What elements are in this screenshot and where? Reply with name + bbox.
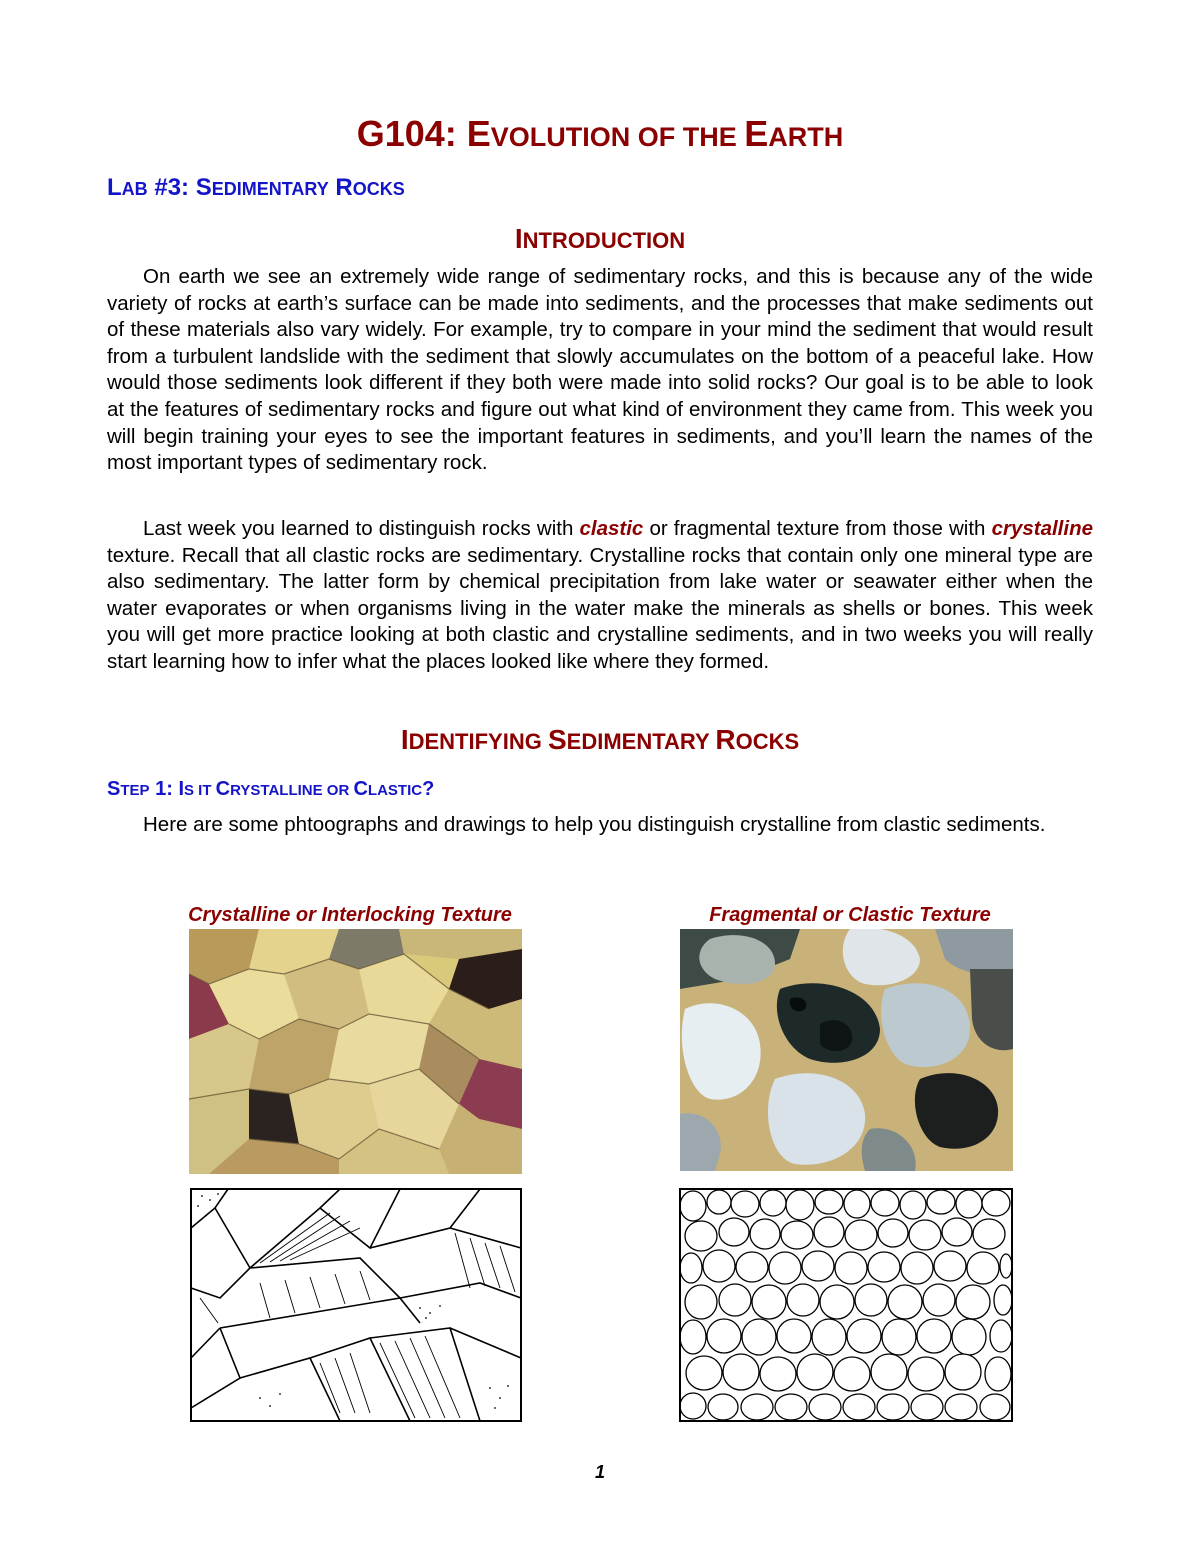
clastic-photomicrograph <box>680 929 1013 1171</box>
keyword-crystalline: crystalline <box>991 517 1093 540</box>
crystalline-texture-drawing <box>190 1188 522 1422</box>
intro-paragraph-1: On earth we see an extremely wide range of sedimentary rocks, and this is because any of the wide variety of rocks at earth’s surface can be made into sediments, and the processes that make sediments out of these materials also vary widely. For example, try to compare in your mind the sediment that would result from a turbulent landslide with the sediment that slowly accumulates on the bottom of a peaceful lake. How would those sediments look different if they both were made into solid rocks? Our goal is to be able to look at the features of sedimentary rocks and figure out what kind of environment they came from. This week you will begin training your eyes to see the important features in sediments, and you’ll learn the names of the most important types of sedimentary rock. <box>107 265 1093 475</box>
identifying-heading: IDENTIFYING SEDIMENTARY ROCKS <box>400 724 800 755</box>
step-1-heading: STEP 1: IS IT CRYSTALLINE OR CLASTIC? <box>107 778 435 800</box>
introduction-heading: INTRODUCTION <box>514 223 686 254</box>
document-title: G104: EVOLUTION OF THE EARTH <box>356 113 844 154</box>
title-code: G104: <box>356 113 467 154</box>
lab-title: LAB #3: SEDIMENTARY ROCKS <box>107 174 405 201</box>
crystalline-caption: Crystalline or Interlocking Texture <box>188 904 512 926</box>
keyword-clastic: clastic <box>579 517 644 540</box>
intro-paragraph-2: Last week you learned to distinguish rocks with clastic or fragmental texture from those with crystalline texture. Recall that all clastic rocks are sedimentary. Crystalline rocks that contain only one mineral type are also sedimentary. The latter form by chemical precipitation from lake water or seawater either when the water evaporates or when organisms living in the water make the minerals as shells or bones. This week you will get more practice looking at both clastic and crystalline sediments, and in two weeks you will really start learning how to infer what the places looked like where they formed. <box>107 517 1093 673</box>
clastic-texture-drawing <box>679 1188 1013 1422</box>
clastic-caption: Fragmental or Clastic Texture <box>709 904 991 926</box>
page-number: 1 <box>594 1462 605 1482</box>
crystalline-photomicrograph <box>189 929 522 1174</box>
step-1-paragraph: Here are some phtoographs and drawings to help you distinguish crystalline from clastic sediments. <box>143 813 1046 836</box>
